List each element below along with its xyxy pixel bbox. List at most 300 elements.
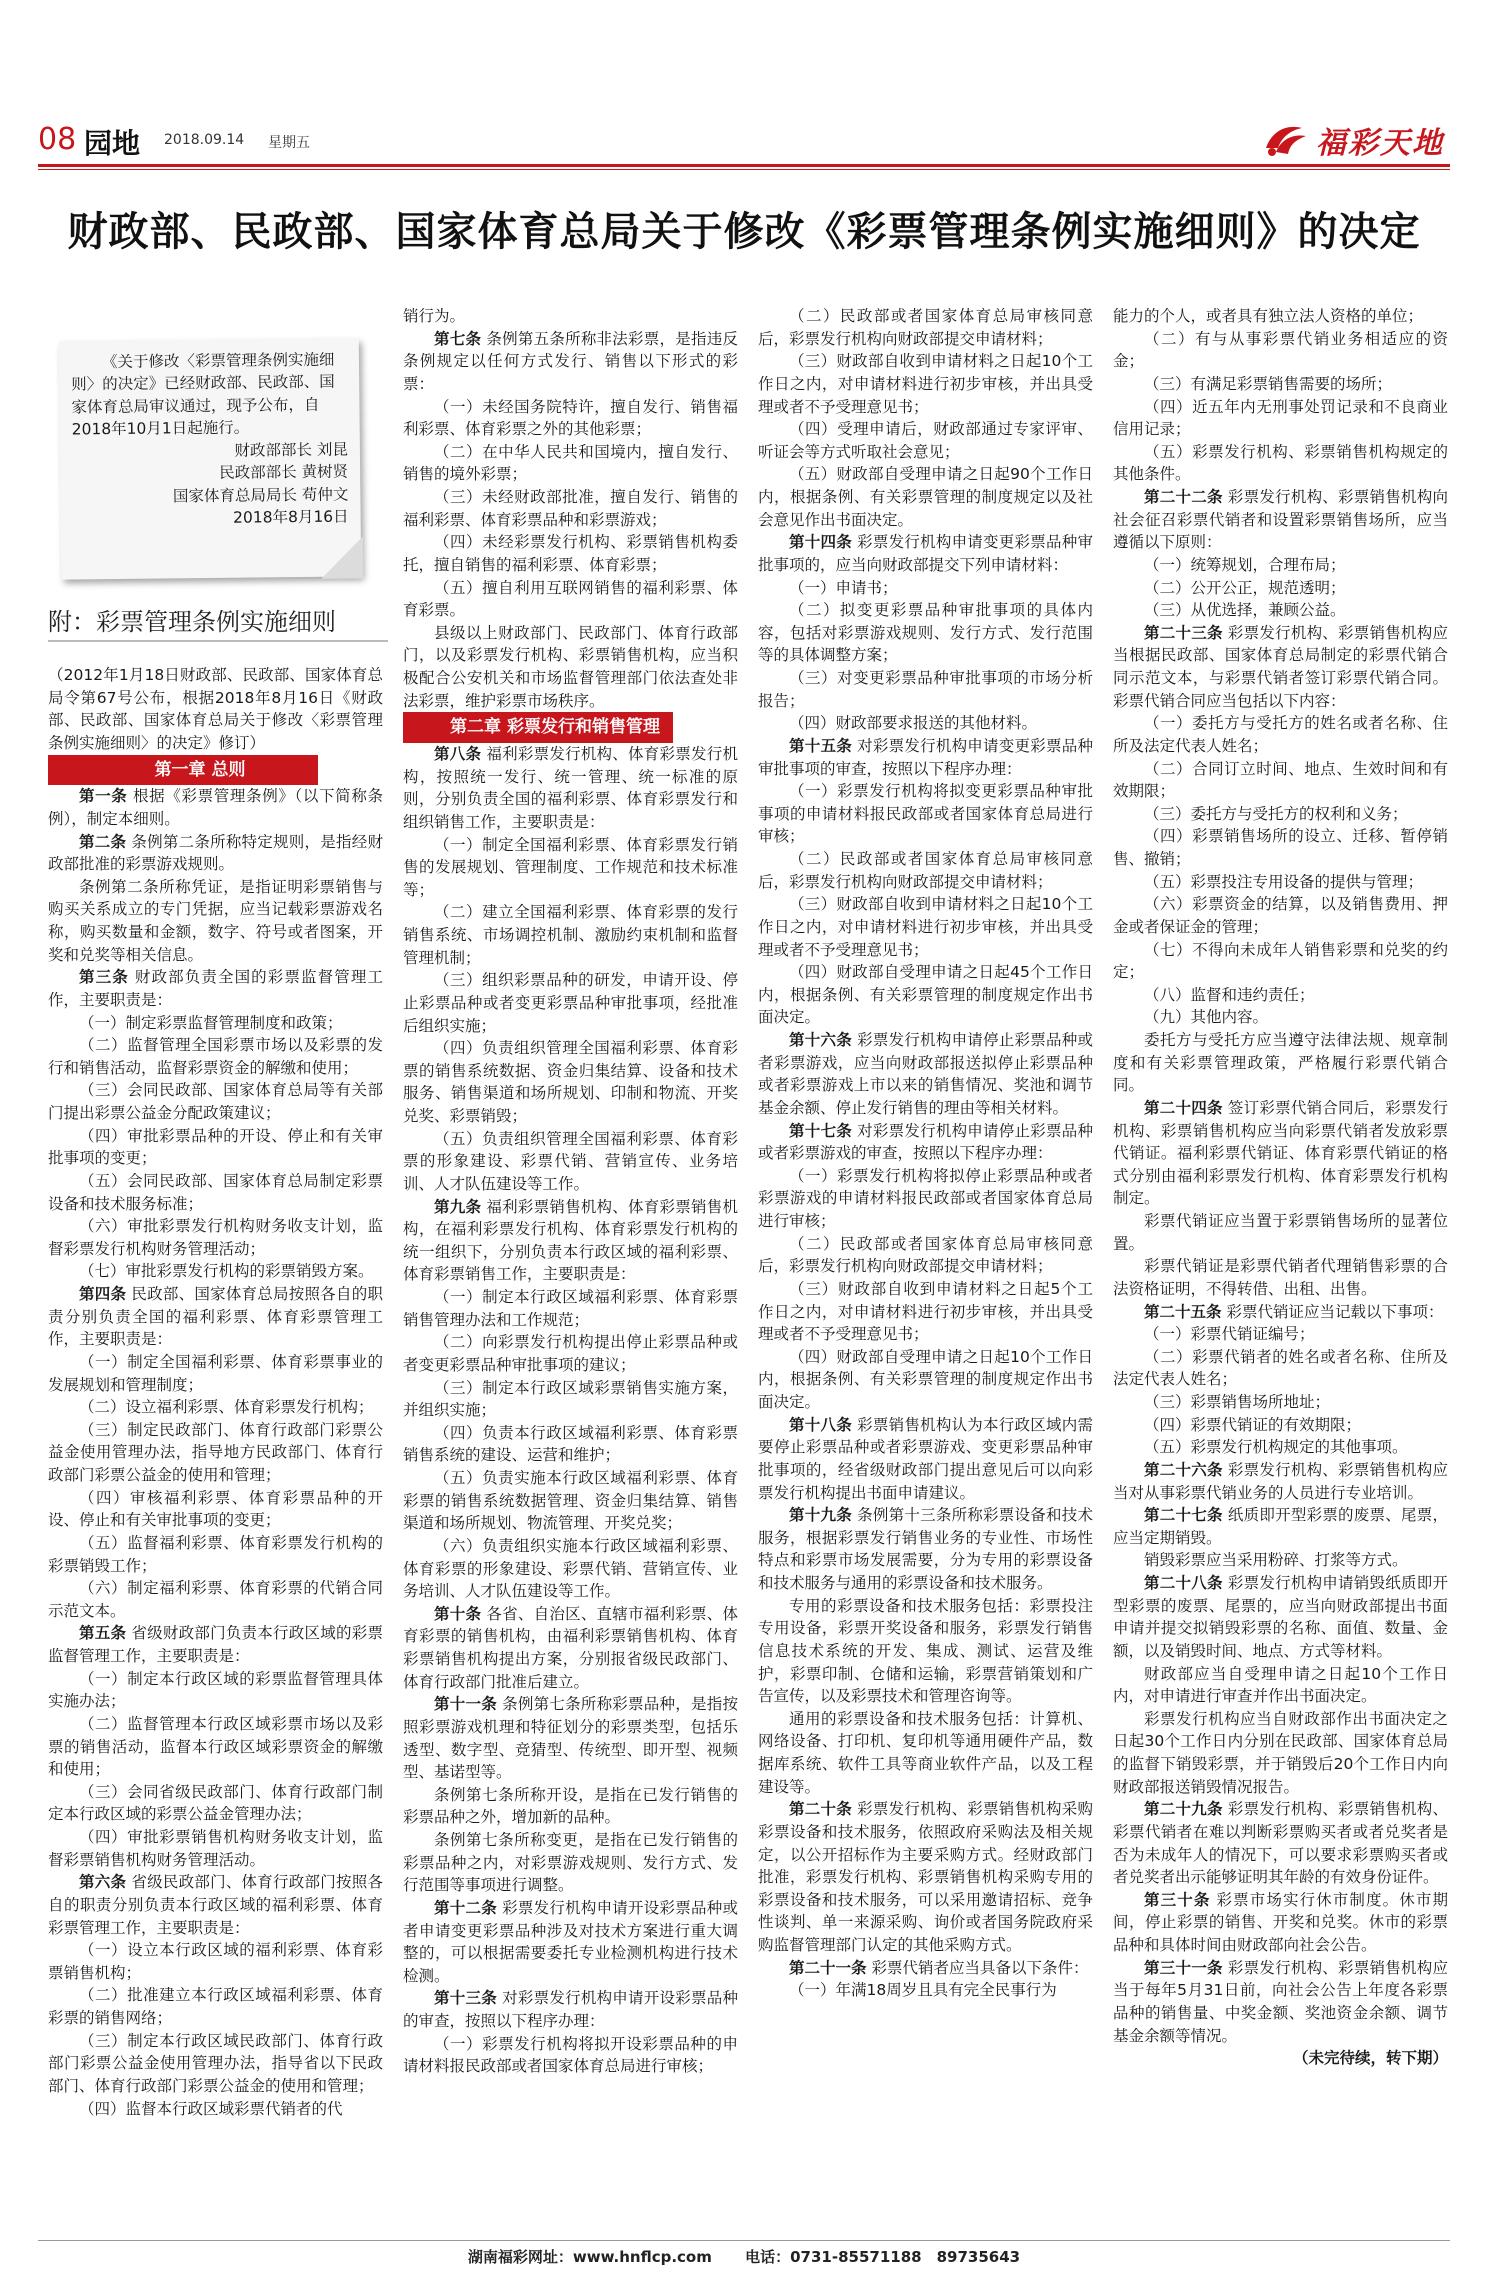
continued-note: （未完待续，转下期）	[1292, 2049, 1448, 2068]
paragraph	[48, 831, 383, 876]
paragraph	[758, 961, 1093, 1029]
paragraph-text: 彩票销售机构认为本行政区域内需要停止彩票品种或者彩票游戏、变更彩票品种审批事项的，经省级财政部门提出意见后可以向彩票发行机构提出书面申请建议。	[758, 1415, 1093, 1502]
paragraph	[403, 1693, 738, 1784]
paragraph-text: （五）擅自利用互联网销售的福利彩票、体育彩票。	[403, 578, 738, 620]
paragraph	[1113, 825, 1448, 870]
paragraph-text: （三）彩票销售场所地址；	[1144, 1393, 1331, 1411]
chapter-heading: 第一章 总则	[48, 755, 318, 786]
paragraph	[403, 577, 738, 622]
page-curl-decoration	[321, 536, 363, 578]
paragraph-text: （一）未经国务院特许，擅自发行、销售福利彩票、体育彩票之外的其他彩票；	[403, 397, 738, 439]
article-number: 第二十七条	[1144, 1506, 1223, 1525]
paragraph-text: （二）建立全国福利彩票、体育彩票的发行销售系统、市场调控机制、激励约束机制和监督管理机制；	[403, 903, 738, 967]
paragraph-text: （三）财政部自收到申请材料之日起10个工作日之内，对申请材料进行初步审核，并出具受理或者不予受理意见书；	[758, 895, 1093, 959]
note-signature-1: 财政部部长 刘昆	[234, 440, 349, 460]
paragraph	[1113, 373, 1448, 396]
footer-contact	[38, 2246, 1450, 2267]
paragraph	[403, 1128, 738, 1196]
paragraph	[403, 1331, 738, 1376]
paragraph	[48, 1012, 383, 1035]
paragraph-text: 省级民政部门、体育行政部门按照各自的职责分别负责本行政区域的福利彩票、体育彩票管理工作，主要职责是：	[48, 1873, 383, 1937]
article-number: 第七条	[434, 329, 482, 348]
paragraph	[48, 1351, 383, 1396]
paragraph	[758, 893, 1093, 961]
article-title: 财政部、民政部、国家体育总局关于修改《彩票管理条例实施细则》的决定	[67, 209, 1421, 255]
paragraph	[1113, 1323, 1448, 1346]
paragraph-text: （二）设立福利彩票、体育彩票发行机构；	[79, 1398, 374, 1417]
paragraph-text: 彩票发行机构申请停止彩票品种或者彩票游戏，应当向财政部报送拟停止彩票品种或者彩票游戏上市以来的销售情况、奖池和调节基金余额、停止发行销售的理由等相关材料。	[758, 1031, 1093, 1117]
paragraph-text: （一）制定本行政区域的彩票监督管理具体实施办法；	[48, 1669, 383, 1711]
paragraph-text: 专用的彩票设备和技术服务包括：彩票投注专用设备，彩票开奖设备和服务，彩票发行销售信息技术系统的开发、集成、测试、运营及维护，彩票印制、仓储和运输，彩票营销策划和广告宣传，以及彩票技术和管理咨询等。	[758, 1596, 1093, 1706]
paragraph	[48, 664, 383, 755]
paragraph-text: 彩票发行机构应当自财政部作出书面决定之日起30个工作日内分别在民政部、国家体育总局的监督下销毁彩票，并于销毁后20个工作日内向财政部报送销毁情况报告。	[1113, 1709, 1448, 1796]
paragraph	[403, 901, 738, 969]
paragraph-text: 彩票发行机构、彩票销售机构、彩票代销者在难以判断彩票购买者或者兑奖者是否为未成年人的情况下，可以要求彩票购买者或者兑奖者出示能够证明其年龄的有效身份证件。	[1113, 1800, 1448, 1887]
paragraph-text: （二）合同订立时间、地点、生效时间和有效期限；	[1113, 759, 1448, 801]
article-number: 第二十三条	[1144, 623, 1223, 642]
paragraph-text: 通用的彩票设备和技术服务包括：计算机、网络设备、打印机、复印机等通用硬件产品，数据库系统、软件工具等商业软件产品，以及工程建设等。	[758, 1709, 1093, 1796]
paragraph	[403, 486, 738, 531]
paragraph	[1113, 893, 1448, 938]
paragraph-text: 对彩票发行机构申请开设彩票品种的审查，按照以下程序办理：	[403, 1989, 738, 2031]
paragraph-text: 福利彩票发行机构、体育彩票发行机构，按照统一发行、统一管理、统一标准的原则，分别负责全国的福利彩票、体育彩票发行和组织销售工作，主要职责是：	[403, 745, 738, 831]
paragraph	[48, 1125, 383, 1170]
paragraph	[758, 1708, 1093, 1799]
paragraph-text: 对彩票发行机构申请停止彩票品种或者彩票游戏的审查，按照以下程序办理：	[758, 1121, 1093, 1163]
issue-date: 2018.09.14	[164, 132, 245, 148]
paragraph	[48, 1034, 383, 1079]
paragraph	[1113, 599, 1448, 622]
paragraph-text: （三）从优选择，兼顾公益。	[1144, 601, 1346, 620]
paragraph	[1113, 1097, 1448, 1210]
paragraph	[48, 2098, 383, 2121]
paragraph	[1113, 1572, 1448, 1663]
paragraph-text: 彩票发行机构申请变更彩票品种审批事项的，应当向财政部提交下列申请材料：	[758, 533, 1093, 574]
paragraph-text: （五）彩票发行机构规定的其他事项。	[1144, 1438, 1408, 1457]
paragraph	[403, 622, 738, 713]
paragraph-text: （一）彩票发行机构将拟变更彩票品种审批事项的申请材料报民政部或者国家体育总局进行审核；	[758, 782, 1093, 846]
paragraph	[48, 1984, 383, 2029]
paragraph	[758, 531, 1093, 576]
paragraph	[1113, 1957, 1448, 2048]
paragraph-text: 彩票代销证是彩票代销者代理销售彩票的合法资格证明，不得转借、出租、出售。	[1113, 1257, 1448, 1298]
paragraph-text: 彩票代销者应当具备以下条件：	[871, 1958, 1089, 1977]
article-number: 第十条	[434, 1604, 482, 1623]
paragraph-text: （二）有与从事彩票代销业务相适应的资金；	[1113, 329, 1448, 371]
paragraph-text: （一）统筹规划，合理布局；	[1144, 555, 1346, 574]
article-number: 第十一条	[434, 1695, 497, 1714]
paragraph	[1113, 1708, 1448, 1799]
text-column-4	[1113, 305, 1448, 2070]
paragraph-text: 条例第七条所称变更，是指在已发行销售的彩票品种之内，对彩票游戏规则、发行方式、发行范围等事项进行调整。	[403, 1831, 738, 1895]
paragraph	[1113, 554, 1448, 577]
paragraph	[1113, 1346, 1448, 1391]
paragraph	[48, 1781, 383, 1826]
paragraph	[758, 848, 1093, 893]
paragraph	[48, 1487, 383, 1532]
paragraph-text: （一）制定彩票监督管理制度和政策；	[79, 1013, 343, 1032]
paragraph	[48, 876, 383, 967]
article-number: 第二十一条	[789, 1958, 867, 1977]
paragraph-text: （三）委托方与受托方的权利和义务；	[1144, 804, 1408, 823]
paragraph-text: 条例第七条所称彩票品种，是指按照彩票游戏机理和特征划分的彩票类型，包括乐透型、数字型、竞猜型、传统型、即开型、视频型、基诺型等。	[403, 1695, 738, 1782]
note-date: 2018年8月16日	[232, 507, 349, 528]
paragraph-text: （四）财政部自受理申请之日起10个工作日内，根据条例、有关彩票管理的制度规定作出书面决定。	[758, 1347, 1093, 1411]
paragraph	[403, 1829, 738, 1897]
paragraph	[758, 667, 1093, 712]
paragraph-text: 彩票市场实行休市制度。休市期间，停止彩票的销售、开奖和兑奖。休市的彩票品种和具体时间由财政部向社会公告。	[1113, 1890, 1448, 1954]
paragraph-text: （二）监督管理全国彩票市场以及彩票的发行和销售活动，监督彩票资金的解缴和使用；	[48, 1036, 383, 1077]
paragraph-text: 财政部应当自受理申请之日起10个工作日内，对申请进行审查并作出书面决定。	[1113, 1664, 1448, 1706]
paragraph-text: （四）审核福利彩票、体育彩票品种的开设、停止和有关审批事项的变更；	[48, 1488, 383, 1530]
chapter-heading: 第二章 彩票发行和销售管理	[403, 712, 673, 743]
paragraph-text: 彩票代销证应当记载以下事项：	[1226, 1302, 1444, 1321]
paragraph	[1113, 1391, 1448, 1414]
paragraph-text: 彩票发行机构申请开设彩票品种或者申请变更彩票品种涉及对技术方案进行重大调整的，可以根据需要委托专业检测机构进行技术检测。	[403, 1898, 738, 1985]
paragraph	[48, 1826, 383, 1871]
article-number: 第十六条	[789, 1031, 852, 1049]
paragraph-text: 销行为。	[403, 307, 466, 325]
paragraph-text: （六）制定福利彩票、体育彩票的代销合同示范文本。	[48, 1579, 383, 1620]
paragraph	[403, 1603, 738, 1694]
paragraph	[758, 1165, 1093, 1233]
paragraph-text: （二）批准建立本行政区域福利彩票、体育彩票的销售网络；	[48, 1986, 383, 2028]
paragraph-text: （四）监督本行政区域彩票代销者的代	[79, 2099, 343, 2118]
paragraph	[1113, 1210, 1448, 1255]
paragraph-text: （五）负责组织管理全国福利彩票、体育彩票的形象建设、彩票代销、营销宣传、业务培训、人才队伍建设等工作。	[403, 1129, 738, 1193]
paragraph-text: （六）审批彩票发行机构财务收支计划，监督彩票发行机构财务管理活动；	[48, 1217, 383, 1258]
paragraph	[403, 1196, 738, 1287]
issue-weekday: 星期五	[268, 135, 310, 151]
article-number: 第四条	[79, 1285, 127, 1304]
paragraph	[758, 1595, 1093, 1708]
paragraph-text: （三）未经财政部批准，擅自发行、销售的福利彩票、体育彩票品种和彩票游戏；	[403, 488, 738, 529]
paragraph-text: （四）财政部自受理申请之日起45个工作日内，根据条例、有关彩票管理的制度规定作出书面决定。	[758, 963, 1093, 1027]
paragraph-text: （一）制定全国福利彩票、体育彩票发行销售的发展规划、管理制度、工作规范和技术标准等；	[403, 835, 738, 899]
paragraph	[403, 328, 738, 396]
paragraph-text: 条例第五条所称非法彩票，是指违反条例规定以任何方式发行、销售以下形式的彩票：	[403, 329, 738, 393]
paragraph	[403, 1535, 738, 1603]
paragraph	[1113, 1006, 1448, 1029]
paragraph	[403, 1422, 738, 1467]
article-number: 第二十九条	[1144, 1800, 1223, 1819]
paragraph	[48, 1577, 383, 1622]
paragraph-text: （三）会同民政部、国家体育总局等有关部门提出彩票公益金分配政策建议；	[48, 1081, 383, 1123]
paragraph	[403, 305, 738, 328]
paragraph-text: （四）审批彩票销售机构财务收支计划，监督彩票销售机构财务管理活动。	[48, 1828, 383, 1869]
paragraph	[758, 418, 1093, 463]
article-number: 第一条	[79, 787, 128, 806]
paragraph-text: （四）财政部要求报送的其他材料。	[789, 714, 1038, 733]
paragraph	[403, 1897, 738, 1988]
annex-rule	[48, 640, 388, 642]
paragraph-text: 彩票发行机构、彩票销售机构应当根据民政部、国家体育总局制定的彩票代销合同示范文本，与彩票代销者签订彩票代销合同。彩票代销合同应当包括以下内容：	[1113, 623, 1448, 710]
paragraph-text: （二）民政部或者国家体育总局审核同意后，彩票发行机构向财政部提交申请材料；	[758, 1234, 1093, 1276]
paragraph	[403, 834, 738, 902]
page-header	[38, 118, 1450, 166]
paragraph-text: 各省、自治区、直辖市福利彩票、体育彩票的销售机构，由福利彩票销售机构、体育彩票销售机构提出方案，分别报省级民政部门、体育行政部门批准后建立。	[403, 1604, 738, 1691]
paragraph	[1113, 803, 1448, 826]
paragraph-text: 县级以上财政部门、民政部门、体育行政部门，以及彩票发行机构、彩票销售机构，应当积极配合公安机关和市场监督管理部门依法查处非法彩票，维护彩票市场秩序。	[403, 623, 738, 710]
article-number: 第二十四条	[1144, 1098, 1223, 1117]
article-number: 第二十二条	[1144, 488, 1223, 506]
article-number: 第二十条	[789, 1800, 852, 1819]
paragraph-text: （三）制定民政部门、体育行政部门彩票公益金使用管理办法，指导地方民政部门、体育行政部门彩票公益金的使用和管理；	[48, 1420, 383, 1485]
paragraph-text: 彩票发行机构、彩票销售机构应当于每年5月31日前，向社会公告上年度各彩票品种的销售量、中奖金额、奖池资金余额、调节基金余额等情况。	[1113, 1958, 1448, 2045]
paragraph-text: 彩票发行机构申请销毁纸质即开型彩票的废票、尾票的，应当向财政部提出书面申请并提交拟销毁彩票的名称、面值、数量、金额，以及销毁时间、地点、方式等材料。	[1113, 1574, 1448, 1660]
paragraph-text: 省级财政部门负责本行政区域的彩票监督管理工作，主要职责是：	[48, 1624, 383, 1666]
footer-phone: 电话：0731-85571188 89735643	[745, 2248, 1021, 2266]
text-column-2	[403, 305, 738, 2078]
paragraph-text: （七）不得向未成年人销售彩票和兑奖的约定；	[1113, 940, 1448, 982]
paragraph	[758, 1278, 1093, 1346]
article-number: 第三条	[79, 968, 129, 987]
page-number: 08	[38, 122, 77, 157]
paragraph	[48, 1260, 383, 1283]
paragraph	[48, 1419, 383, 1487]
paragraph	[1113, 622, 1448, 713]
paragraph	[48, 1079, 383, 1124]
paragraph	[758, 735, 1093, 780]
paragraph	[758, 1504, 1093, 1595]
paragraph	[403, 1377, 738, 1422]
paragraph	[758, 1957, 1093, 1980]
paragraph	[1113, 1255, 1448, 1300]
paragraph-text: （一）彩票发行机构将拟停止彩票品种或者彩票游戏的申请材料报民政部或者国家体育总局进行审核；	[758, 1166, 1093, 1230]
paragraph	[1113, 1663, 1448, 1708]
paragraph	[48, 2030, 383, 2098]
paragraph-text: （五）财政部自受理申请之日起90个工作日内，根据条例、有关彩票管理的制度规定以及社会意见作出书面决定。	[758, 465, 1093, 529]
paragraph-text: 彩票发行机构、彩票销售机构应当对从事彩票代销业务的人员进行专业培训。	[1113, 1460, 1448, 1502]
paragraph	[403, 1286, 738, 1331]
paragraph	[48, 1170, 383, 1215]
paragraph	[1113, 984, 1448, 1007]
paragraph-text: （二）在中华人民共和国境内，擅自发行、销售的境外彩票；	[403, 442, 738, 484]
paragraph-text: 民政部、国家体育总局按照各自的职责分别负责全国的福利彩票、体育彩票管理工作，主要职责是：	[48, 1285, 383, 1349]
paragraph	[1113, 577, 1448, 600]
paragraph-text: （一）设立本行政区域的福利彩票、体育彩票销售机构；	[48, 1941, 383, 1982]
paragraph-text: 纸质即开型彩票的废票、尾票，应当定期销毁。	[1113, 1506, 1448, 1547]
paragraph-text: 条例第二条所称凭证，是指证明彩票销售与购买关系成立的专门凭据，应当记载彩票游戏名称，购买数量和金额，数字、符号或者图案，开奖和兑奖等相关信息。	[48, 877, 383, 964]
paragraph-text: （二）公开公正，规范透明；	[1144, 578, 1346, 597]
paragraph	[1113, 1549, 1448, 1572]
paragraph	[48, 966, 383, 1011]
paragraph	[758, 350, 1093, 418]
paragraph-text: （一）制定本行政区域福利彩票、体育彩票销售管理办法和工作规范；	[403, 1288, 738, 1329]
paragraph	[1113, 396, 1448, 441]
paragraph-text: 根据《彩票管理条例》（以下简称条例），制定本细则。	[48, 787, 383, 828]
page-footer	[38, 2240, 1450, 2268]
paragraph	[403, 531, 738, 576]
article-number: 第九条	[434, 1197, 482, 1216]
paragraph-text: 签订彩票代销合同后，彩票发行机构、彩票销售机构应当向彩票代销者发放彩票代销证。福利彩票代销证、体育彩票代销证的格式分别由福利彩票发行机构、体育彩票发行机构制定。	[1113, 1098, 1448, 1208]
paragraph	[403, 1987, 738, 2032]
article-number: 第二十六条	[1144, 1460, 1223, 1479]
paragraph	[758, 1233, 1093, 1278]
paragraph	[48, 1396, 383, 1419]
note-signature-2: 民政部部长 黄树贤	[219, 462, 349, 483]
paragraph	[403, 743, 738, 834]
paragraph	[758, 1979, 1093, 2002]
paragraph-text: （四）彩票代销证的有效期限；	[1144, 1415, 1362, 1434]
article-number: 第二条	[79, 832, 127, 851]
paragraph-text: （五）负责实施本行政区域福利彩票、体育彩票的销售系统数据管理、资金归集结算、销售渠道和场所规划、物流管理、开奖兑奖；	[403, 1469, 738, 1533]
paragraph	[1113, 1436, 1448, 1459]
paragraph-text: （一）委托方与受托方的姓名或者名称、住所及法定代表人姓名；	[1113, 714, 1448, 755]
paragraph	[48, 1713, 383, 1781]
paragraph	[403, 1037, 738, 1128]
paragraph-text: （三）制定本行政区域彩票销售实施方案，并组织实施；	[403, 1378, 738, 1420]
paragraph-text: （一）制定全国福利彩票、体育彩票事业的发展规划和管理制度；	[48, 1352, 383, 1394]
paragraph-text: （二）民政部或者国家体育总局审核同意后，彩票发行机构向财政部提交申请材料；	[758, 307, 1093, 348]
paragraph	[758, 1414, 1093, 1505]
article-number: 第二十五条	[1144, 1302, 1222, 1321]
paragraph-text: （四）审批彩票品种的开设、停止和有关审批事项的变更；	[48, 1126, 383, 1168]
paragraph	[758, 1029, 1093, 1120]
paragraph-text: （二）向彩票发行机构提出停止彩票品种或者变更彩票品种审批事项的建议；	[403, 1333, 738, 1374]
paragraph-text: （九）其他内容。	[1144, 1008, 1269, 1027]
paragraph-text: （四）受理申请后，财政部通过专家评审、听证会等方式听取社会意见；	[758, 420, 1093, 461]
announcement-note	[59, 338, 361, 579]
paragraph	[758, 1120, 1093, 1165]
paragraph	[758, 577, 1093, 600]
footer-rule	[38, 2240, 1450, 2241]
paragraph	[1113, 1414, 1448, 1437]
paragraph	[1113, 758, 1448, 803]
article-number: 第三十一条	[1144, 1958, 1223, 1977]
paragraph	[403, 396, 738, 441]
article-number: 第十四条	[789, 533, 852, 552]
paragraph-text: （一）申请书；	[789, 578, 898, 597]
paragraph-text: （二）拟变更彩票品种审批事项的具体内容，包括对彩票游戏规则、发行方式、发行范围等的具体调整方案；	[758, 601, 1093, 665]
paragraph-text: （四）彩票销售场所的设立、迁移、暂停销售、撤销；	[1113, 827, 1448, 868]
article-number: 第八条	[434, 745, 482, 764]
paragraph	[403, 969, 738, 1037]
paragraph-text: 条例第十三条所称彩票设备和技术服务，根据彩票发行销售业务的专业性、市场性特点和彩票市场发展需要，分为专用的彩票设备和技术服务与通用的彩票设备和技术服务。	[758, 1506, 1093, 1592]
paragraph	[758, 1798, 1093, 1956]
paragraph	[758, 712, 1093, 735]
paragraph-text: （五）彩票发行机构、彩票销售机构规定的其他条件。	[1113, 442, 1448, 484]
paragraph	[1113, 305, 1448, 328]
paragraph	[758, 1346, 1093, 1414]
paragraph-text: （四）负责组织管理全国福利彩票、体育彩票的销售系统数据、资金归集结算、设备和技术服务、销售渠道和场所规划、印制和物流、开奖兑奖、彩票销毁；	[403, 1039, 738, 1126]
paragraph-text: 彩票发行机构、彩票销售机构采购彩票设备和技术服务，依照政府采购法及相关规定，以公开招标作为主要采购方式。经财政部门批准，彩票发行机构、彩票销售机构采购专用的彩票设备和技术服务，可以采用邀请招标、竞争性谈判、单一来源采购、询价或者国务院政府采购监督管理部门认定的其他采购方式。	[758, 1800, 1093, 1954]
paragraph	[758, 780, 1093, 848]
brand-masthead	[1262, 118, 1444, 162]
text-column-1	[48, 664, 383, 2120]
paragraph-text: （五）监督福利彩票、体育彩票发行机构的彩票销毁工作；	[48, 1533, 383, 1575]
paragraph	[403, 441, 738, 486]
paragraph	[1113, 486, 1448, 554]
header-rule	[38, 164, 1450, 167]
paragraph	[48, 1622, 383, 1667]
paragraph-text: （三）会同省级民政部门、体育行政部门制定本行政区域的彩票公益金管理办法；	[48, 1782, 383, 1824]
paragraph-text: （五）会同民政部、国家体育总局制定彩票设备和技术服务标准；	[48, 1171, 383, 1213]
paragraph-text: （一）彩票代销证编号；	[1144, 1325, 1315, 1344]
paragraph-text: （二）彩票代销者的姓名或者名称、住所及法定代表人姓名；	[1113, 1347, 1448, 1389]
footer-website: 湖南福彩网址：www.hnflcp.com	[467, 2248, 712, 2266]
paragraph-text: 条例第二条所称特定规则，是指经财政部批准的彩票游戏规则。	[48, 832, 383, 874]
annex-heading: 附：彩票管理条例实施细则	[48, 608, 336, 636]
paragraph	[403, 1467, 738, 1535]
paragraph-text: （三）组织彩票品种的研发，申请开设、停止彩票品种或者变更彩票品种审批事项，经批准后组织实施；	[403, 971, 738, 1035]
paragraph	[1113, 1459, 1448, 1504]
paragraph-text: （2012年1月18日财政部、民政部、国家体育总局令第67号公布，根据2018年8月16日《财政部、民政部、国家体育总局关于修改〈彩票管理条例实施细则〉的决定》修订）	[48, 666, 383, 752]
paragraph	[48, 1283, 383, 1351]
header-rule-thin	[38, 169, 1450, 170]
paragraph	[1113, 441, 1448, 486]
paragraph	[758, 599, 1093, 667]
paragraph-text: 委托方与受托方应当遵守法律法规、规章制度和有关彩票管理政策，严格履行彩票代销合同。	[1113, 1031, 1448, 1095]
paragraph-text: （三）有满足彩票销售需要的场所；	[1144, 374, 1393, 393]
paragraph-text: （八）监督和违约责任；	[1144, 985, 1315, 1004]
paragraph	[48, 1668, 383, 1713]
paragraph-text: 条例第七条所称开设，是指在已发行销售的彩票品种之外，增加新的品种。	[403, 1785, 738, 1827]
paragraph-text: （一）年满18周岁且具有完全民事行为	[789, 1981, 1057, 2000]
article-number: 第十八条	[789, 1415, 852, 1434]
paragraph	[48, 1871, 383, 1939]
paragraph-text: 彩票发行机构、彩票销售机构向社会征召彩票代销者和设置彩票销售场所，应当遵循以下原则：	[1113, 488, 1448, 552]
paragraph	[758, 305, 1093, 350]
paragraph	[403, 2033, 738, 2078]
paragraph	[1113, 712, 1448, 757]
text-column-3	[758, 305, 1093, 2002]
article-number: 第六条	[79, 1873, 127, 1892]
paragraph-text: （四）负责本行政区域福利彩票、体育彩票销售系统的建设、运营和维护；	[403, 1423, 738, 1465]
paragraph	[1113, 1889, 1448, 1957]
paragraph-text: 能力的个人，或者具有独立法人资格的单位；	[1113, 307, 1424, 325]
paragraph	[1113, 1029, 1448, 1097]
article-number: 第十五条	[789, 736, 852, 755]
paragraph	[48, 785, 383, 830]
paragraph	[48, 1532, 383, 1577]
paragraph-text: （三）制定本行政区域民政部门、体育行政部门彩票公益金使用管理办法，指导省以下民政部门、体育行政部门彩票公益金的使用和管理；	[48, 2031, 383, 2095]
paragraph	[1113, 1301, 1448, 1324]
paragraph-text: （二）监督管理本行政区域彩票市场以及彩票的销售活动，监督本行政区域彩票资金的解缴和使用；	[48, 1714, 383, 1779]
paragraph-text: （三）对变更彩票品种审批事项的市场分析报告；	[758, 669, 1093, 710]
brand-name: 福彩天地	[1316, 126, 1444, 161]
paragraph-text: （二）民政部或者国家体育总局审核同意后，彩票发行机构向财政部提交申请材料；	[758, 850, 1093, 891]
note-signature-3: 国家体育总局局长 苟仲文	[172, 485, 349, 506]
paragraph	[1113, 328, 1448, 373]
article-number: 第十二条	[434, 1898, 497, 1917]
paragraph	[403, 1784, 738, 1829]
article-number: 第二十八条	[1144, 1574, 1223, 1592]
section-name: 园地	[84, 127, 141, 160]
paragraph-text: （三）财政部自收到申请材料之日起10个工作日之内，对申请材料进行初步审核，并出具受理或者不予受理意见书；	[758, 352, 1093, 416]
paragraph-text: 财政部负责全国的彩票监督管理工作，主要职责是：	[48, 968, 383, 1009]
paragraph-text: （一）彩票发行机构将拟开设彩票品种的申请材料报民政部或者国家体育总局进行审核；	[403, 2034, 738, 2076]
paragraph-text: （六）彩票资金的结算，以及销售费用、押金或者保证金的管理；	[1113, 895, 1448, 936]
article-number: 第三十条	[1144, 1890, 1211, 1909]
paragraph-text: 彩票代销证应当置于彩票销售场所的显著位置。	[1113, 1212, 1448, 1253]
paragraph-text: （四）近五年内无刑事处罚记录和不良商业信用记录；	[1113, 397, 1448, 439]
paragraph-text: （四）未经彩票发行机构、彩票销售机构委托，擅自销售的福利彩票、体育彩票；	[403, 533, 738, 574]
paragraph-text: （七）审批彩票发行机构的彩票销毁方案。	[79, 1262, 374, 1281]
article-number: 第十七条	[789, 1121, 852, 1140]
article-number: 第十九条	[789, 1506, 852, 1525]
note-intro: 《关于修改〈彩票管理条例实施细则〉的决定》已经财政部、民政部、国家体育总局审议通过，现予公布，自2018年10月1日起施行。	[71, 350, 335, 439]
paragraph-text: 福利彩票销售机构、体育彩票销售机构，在福利彩票发行机构、体育彩票发行机构的统一组织下，分别负责本行政区域的福利彩票、体育彩票销售工作，主要职责是：	[403, 1197, 738, 1284]
paragraph	[48, 1939, 383, 1984]
article-number: 第五条	[79, 1624, 127, 1643]
paragraph-text: （六）负责组织实施本行政区域福利彩票、体育彩票的形象建设、彩票代销、营销宣传、业务培训、人才队伍建设等工作。	[403, 1536, 738, 1601]
paragraph-text: （三）财政部自收到申请材料之日起5个工作日之内，对申请材料进行初步审核，并出具受理或者不予受理意见书；	[758, 1279, 1093, 1344]
paragraph-text: （五）彩票投注专用设备的提供与管理；	[1144, 872, 1424, 891]
paragraph	[1113, 871, 1448, 894]
welfare-lottery-logo-icon	[1262, 122, 1308, 158]
paragraph-text: 对彩票发行机构申请变更彩票品种审批事项的审查，按照以下程序办理：	[758, 736, 1093, 778]
